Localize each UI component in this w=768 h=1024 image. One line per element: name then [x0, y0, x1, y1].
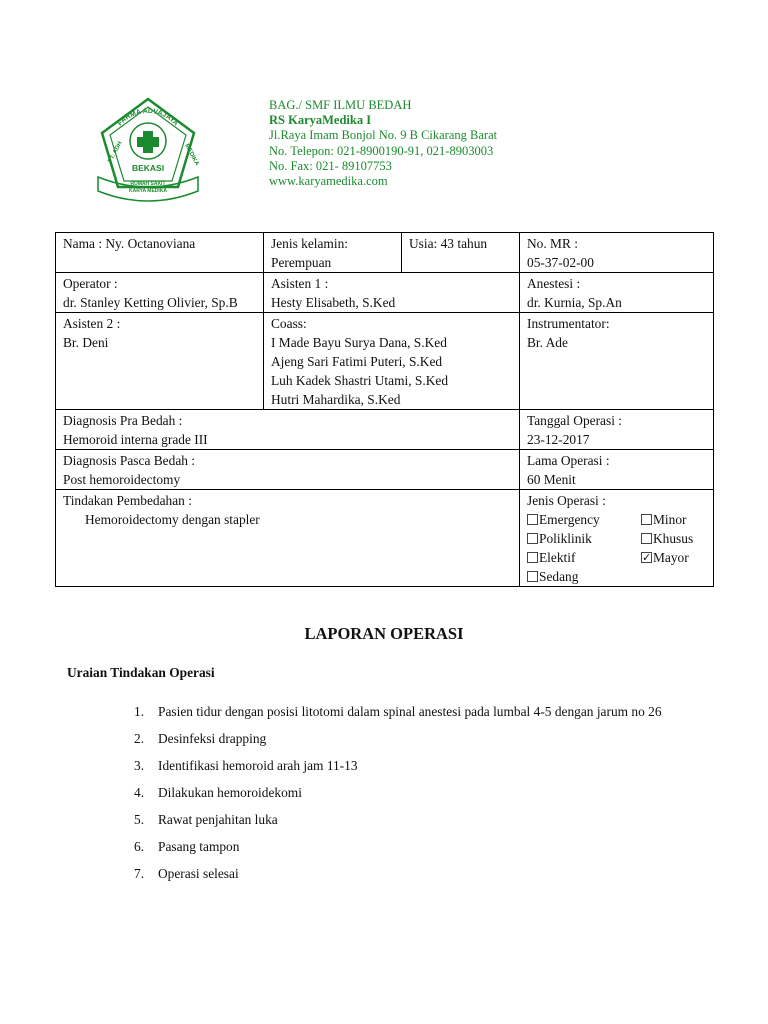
checked-checkbox-icon[interactable] — [641, 552, 652, 563]
operation-type: Jenis Operasi : Emergency Minor Poliklinik Khusus Elektif ✓ Mayor Sedang — [520, 490, 714, 587]
operator-cell: Operator : dr. Stanley Ketting Olivier, Sp.B — [56, 273, 264, 313]
department-name: BAG./ SMF ILMU BEDAH — [269, 98, 412, 112]
logo-banner-line2: KARYA MEDIKA — [128, 188, 168, 194]
table-row — [56, 410, 714, 450]
list-item: 7. Operasi selesai — [134, 866, 239, 881]
hospital-fax: No. Fax: 021- 89107753 — [269, 158, 392, 173]
hospital-header — [269, 98, 497, 189]
patient-info-table — [55, 232, 714, 587]
checkbox-icon[interactable] — [641, 514, 652, 525]
option-emergency[interactable]: Emergency — [527, 510, 641, 529]
checkbox-icon[interactable] — [641, 533, 652, 544]
list-item: 6. Pasang tampon — [134, 839, 240, 854]
table-row — [56, 273, 714, 313]
coass-name: Luh Kadek Shastri Utami, S.Ked — [271, 373, 449, 388]
table-row — [56, 490, 714, 587]
coass-name: Ajeng Sari Fatimi Puteri, S.Ked — [271, 354, 443, 369]
option-minor[interactable]: Minor — [641, 510, 706, 529]
checkbox-icon[interactable] — [527, 533, 538, 544]
option-khusus[interactable]: Khusus — [641, 529, 706, 548]
operation-duration: Lama Operasi : 60 Menit — [520, 450, 714, 490]
list-item: 1. Pasien tidur dengan posisi litotomi dalam spinal anestesi pada lumbal 4-5 dengan jarum no 26 — [134, 704, 662, 719]
table-row — [56, 313, 714, 410]
coass-name: Hutri Mahardika, S.Ked — [271, 392, 401, 407]
operation-date: Tanggal Operasi : 23-12-2017 — [520, 410, 714, 450]
procedure-steps — [134, 698, 668, 887]
cross-icon — [137, 131, 159, 153]
post-op-diagnosis: Diagnosis Pasca Bedah : Post hemoroidectomy — [56, 450, 520, 490]
checkbox-icon[interactable] — [527, 514, 538, 525]
list-item: 4. Dilakukan hemoroidekomi — [134, 785, 302, 800]
report-subtitle: Uraian Tindakan Operasi — [67, 665, 215, 680]
instrumentator-cell: Instrumentator: Br. Ade — [520, 313, 714, 410]
option-mayor[interactable]: ✓ Mayor — [641, 548, 706, 567]
hospital-phone: No. Telepon: 021-8900190-91, 021-8903003 — [269, 143, 494, 158]
operation-type-options — [527, 510, 706, 586]
report-title: LAPORAN OPERASI — [304, 624, 464, 643]
hospital-logo — [92, 93, 204, 205]
coass-cell: Coass: I Made Bayu Surya Dana, S.Ked Ajeng Sari Fatimi Puteri, S.Ked Luh Kadek Shastri Utami, S.Ked Hutri Mahardika, S.Ked — [264, 313, 520, 410]
hospital-address: Jl.Raya Imam Bonjol No. 9 B Cikarang Barat — [269, 128, 498, 143]
checkbox-icon[interactable] — [527, 571, 538, 582]
list-item: 3. Identifikasi hemoroid arah jam 11-13 — [134, 758, 358, 773]
assistant2-cell: Asisten 2 : Br. Deni — [56, 313, 264, 410]
checkbox-icon[interactable] — [527, 552, 538, 563]
pre-op-diagnosis: Diagnosis Pra Bedah : Hemoroid interna grade III — [56, 410, 520, 450]
list-item: 5. Rawat penjahitan luka — [134, 812, 278, 827]
hospital-website: www.karyamedika.com — [269, 174, 388, 189]
option-poliklinik[interactable]: Poliklinik — [527, 529, 641, 548]
option-elektif[interactable]: Elektif — [527, 548, 641, 567]
logo-ring-left: PT. ADH — [107, 140, 124, 164]
patient-name: Nama : Ny. Octanoviana — [56, 233, 264, 273]
patient-age: Usia: 43 tahun — [402, 233, 520, 273]
logo-center-text: BEKASI — [131, 163, 165, 173]
medical-record-number: No. MR : 05-37-02-00 — [520, 233, 714, 273]
logo-ring-text: FARMA ADVAJAYA — [116, 107, 180, 128]
list-item: 2. Desinfeksi drapping — [134, 731, 267, 746]
patient-gender: Jenis kelamin: Perempuan — [264, 233, 402, 273]
anesthesia-cell: Anestesi : dr. Kurnia, Sp.An — [520, 273, 714, 313]
hospital-name: RS KaryaMedika I — [269, 113, 372, 128]
logo-ring-right: MEDIKA — [183, 143, 200, 167]
assistant1-cell: Asisten 1 : Hesty Elisabeth, S.Ked — [264, 273, 520, 313]
coass-name: I Made Bayu Surya Dana, S.Ked — [271, 335, 447, 350]
table-row — [56, 233, 714, 273]
surgical-procedure: Tindakan Pembedahan : Hemoroidectomy dengan stapler — [56, 490, 520, 587]
logo-banner-line1: RUMAH SAKIT — [130, 181, 166, 187]
table-row — [56, 450, 714, 490]
option-sedang[interactable]: Sedang — [527, 567, 641, 586]
